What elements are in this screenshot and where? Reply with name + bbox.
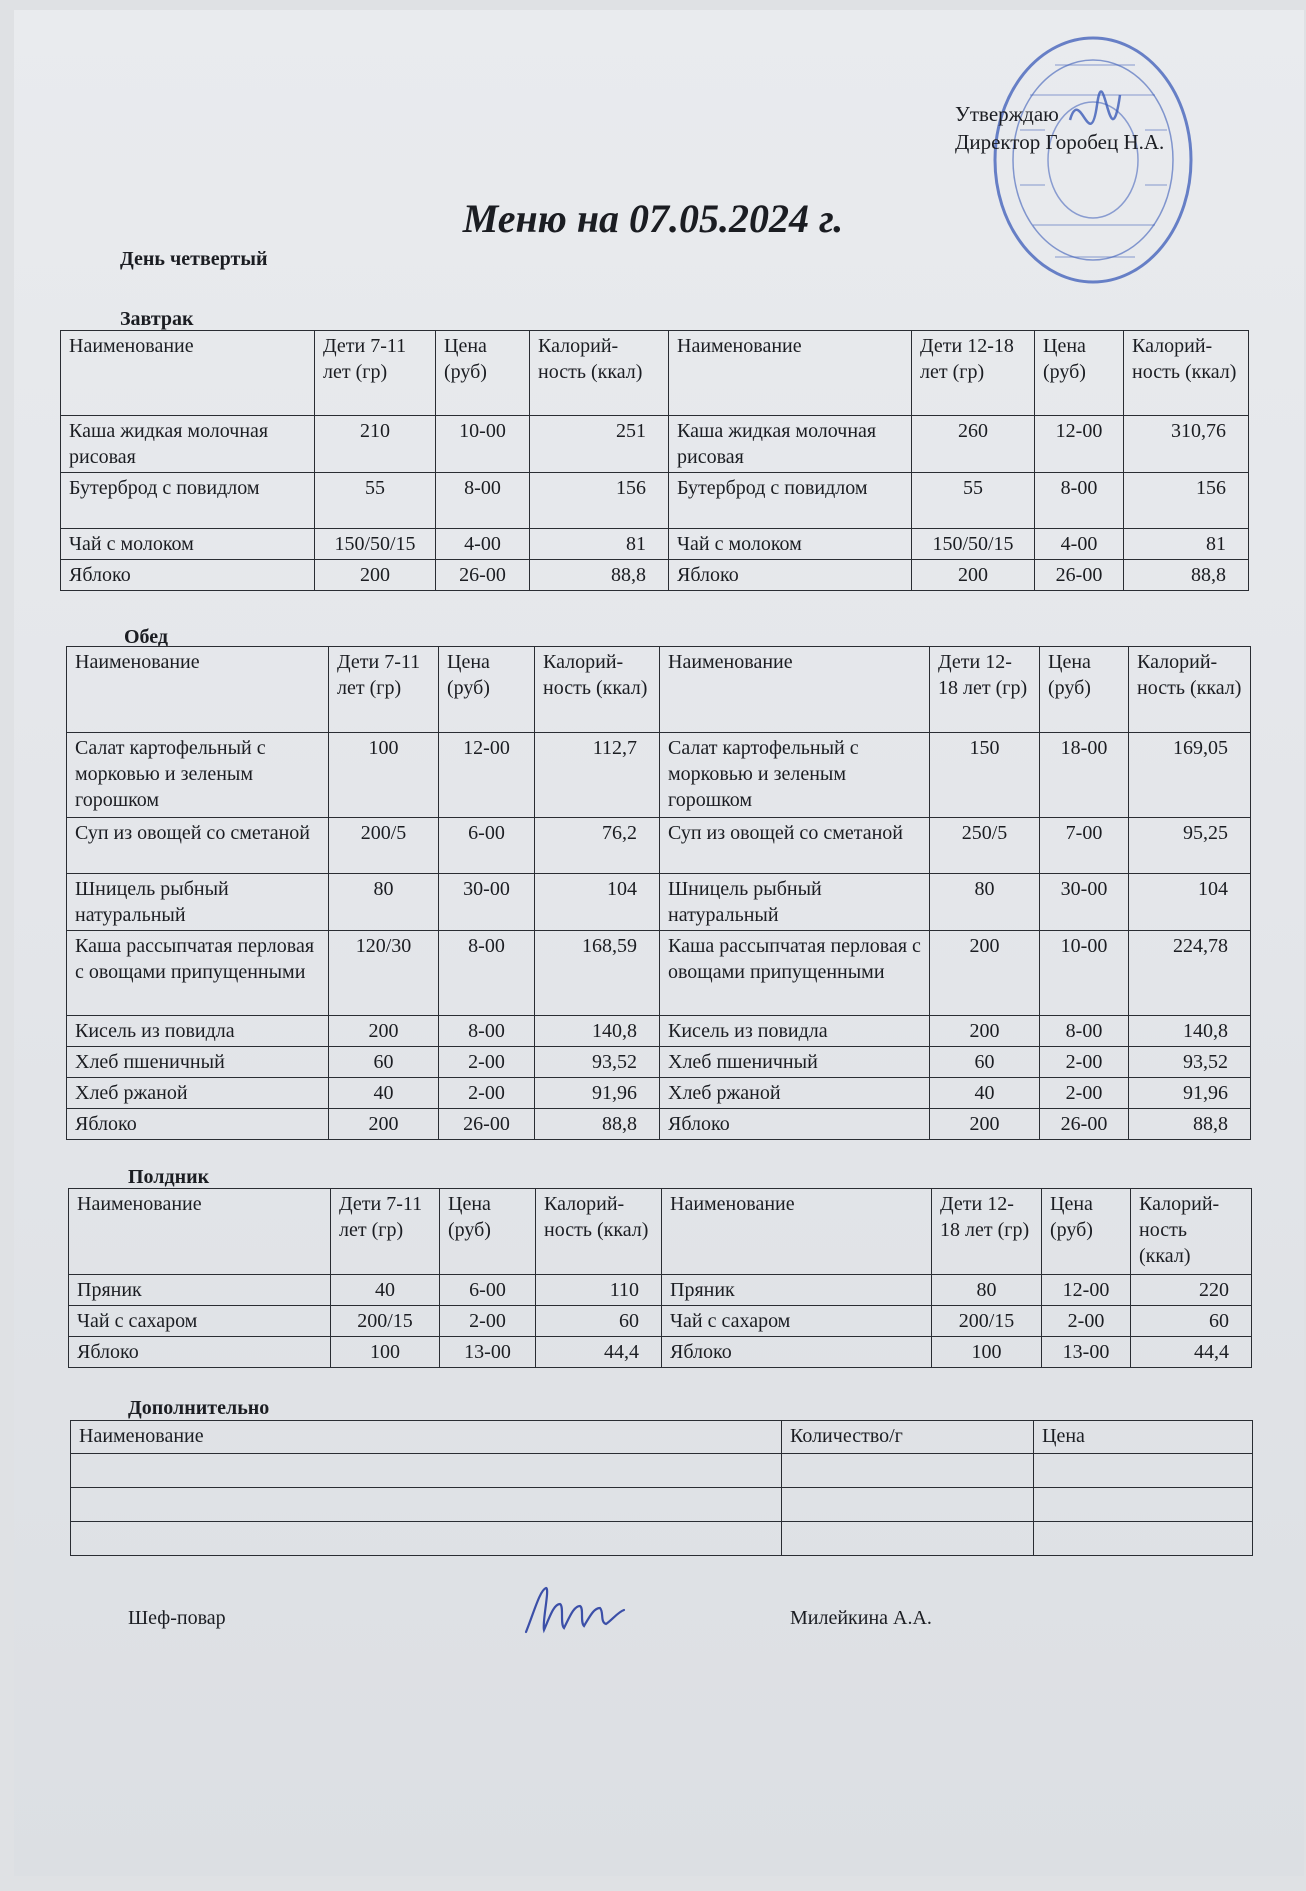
calories-12-18: 140,8 xyxy=(1129,1016,1251,1047)
header-name: Наименование xyxy=(669,331,912,416)
calories-12-18: 224,78 xyxy=(1129,931,1251,1016)
portion-12-18: 200 xyxy=(930,1016,1040,1047)
calories-12-18: 95,25 xyxy=(1129,818,1251,874)
calories-7-11: 93,52 xyxy=(535,1047,660,1078)
calories-7-11: 104 xyxy=(535,874,660,931)
dish-name: Шницель рыбный натуральный xyxy=(67,874,329,931)
calories-12-18: 169,05 xyxy=(1129,733,1251,818)
extra-cell xyxy=(71,1522,782,1556)
calories-12-18: 81 xyxy=(1124,529,1249,560)
dish-name: Каша рассыпчатая перловая с овощами припущенными xyxy=(660,931,930,1016)
price-7-11: 10-00 xyxy=(436,416,530,473)
header-price: Цена (руб) xyxy=(1040,647,1129,733)
portion-7-11: 200 xyxy=(329,1016,439,1047)
footer-person: Милейкина А.А. xyxy=(790,1607,932,1629)
calories-12-18: 93,52 xyxy=(1129,1047,1251,1078)
table-row xyxy=(67,1047,1251,1078)
price-7-11: 26-00 xyxy=(439,1109,535,1140)
price-12-18: 2-00 xyxy=(1040,1078,1129,1109)
table-row xyxy=(61,560,1249,591)
calories-7-11: 81 xyxy=(530,529,669,560)
header-price: Цена (руб) xyxy=(439,647,535,733)
price-7-11: 13-00 xyxy=(440,1337,536,1368)
dish-name: Суп из овощей со сметаной xyxy=(67,818,329,874)
portion-12-18: 250/5 xyxy=(930,818,1040,874)
price-12-18: 26-00 xyxy=(1035,560,1124,591)
header-kids-12-18: Дети 12-18 лет (гр) xyxy=(932,1189,1042,1275)
portion-12-18: 150 xyxy=(930,733,1040,818)
price-12-18: 30-00 xyxy=(1040,874,1129,931)
header-kids-12-18: Дети 12-18 лет (гр) xyxy=(912,331,1035,416)
price-12-18: 8-00 xyxy=(1035,473,1124,529)
price-12-18: 26-00 xyxy=(1040,1109,1129,1140)
price-12-18: 2-00 xyxy=(1042,1306,1131,1337)
breakfast-table xyxy=(60,330,1249,591)
calories-7-11: 76,2 xyxy=(535,818,660,874)
extra-table xyxy=(70,1420,1253,1556)
portion-7-11: 150/50/15 xyxy=(315,529,436,560)
portion-12-18: 150/50/15 xyxy=(912,529,1035,560)
dish-name: Каша рассыпчатая перловая с овощами припущенными xyxy=(67,931,329,1016)
calories-7-11: 88,8 xyxy=(535,1109,660,1140)
portion-12-18: 80 xyxy=(930,874,1040,931)
dish-name: Хлеб ржаной xyxy=(67,1078,329,1109)
header-calories: Калорий-ность (ккал) xyxy=(530,331,669,416)
portion-7-11: 200/15 xyxy=(331,1306,440,1337)
approval-line-2: Директор Горобец Н.А. xyxy=(955,130,1165,154)
portion-7-11: 100 xyxy=(329,733,439,818)
header-name: Наименование xyxy=(660,647,930,733)
portion-12-18: 100 xyxy=(932,1337,1042,1368)
calories-12-18: 88,8 xyxy=(1129,1109,1251,1140)
dish-name: Кисель из повидла xyxy=(67,1016,329,1047)
price-12-18: 10-00 xyxy=(1040,931,1129,1016)
header-name: Наименование xyxy=(69,1189,331,1275)
calories-7-11: 140,8 xyxy=(535,1016,660,1047)
snack-table xyxy=(68,1188,1252,1368)
price-12-18: 12-00 xyxy=(1035,416,1124,473)
portion-12-18: 40 xyxy=(930,1078,1040,1109)
calories-12-18: 44,4 xyxy=(1131,1337,1252,1368)
header-calories: Калорий-ность (ккал) xyxy=(1131,1189,1252,1275)
dish-name: Яблоко xyxy=(669,560,912,591)
dish-name: Пряник xyxy=(662,1275,932,1306)
dish-name: Яблоко xyxy=(61,560,315,591)
portion-7-11: 200 xyxy=(315,560,436,591)
dish-name: Шницель рыбный натуральный xyxy=(660,874,930,931)
calories-7-11: 156 xyxy=(530,473,669,529)
extra-cell xyxy=(782,1488,1034,1522)
price-12-18: 2-00 xyxy=(1040,1047,1129,1078)
table-row xyxy=(67,733,1251,818)
calories-12-18: 91,96 xyxy=(1129,1078,1251,1109)
table-row xyxy=(61,473,1249,529)
dish-name: Яблоко xyxy=(69,1337,331,1368)
header-kids-7-11: Дети 7-11 лет (гр) xyxy=(315,331,436,416)
dish-name: Каша жидкая молочная рисовая xyxy=(669,416,912,473)
price-7-11: 2-00 xyxy=(440,1306,536,1337)
dish-name: Пряник xyxy=(69,1275,331,1306)
dish-name: Чай с молоком xyxy=(669,529,912,560)
dish-name: Чай с сахаром xyxy=(69,1306,331,1337)
extra-cell xyxy=(1034,1454,1253,1488)
dish-name: Каша жидкая молочная рисовая xyxy=(61,416,315,473)
table-row xyxy=(61,529,1249,560)
portion-7-11: 40 xyxy=(331,1275,440,1306)
portion-7-11: 55 xyxy=(315,473,436,529)
extra-cell xyxy=(71,1454,782,1488)
page-title: Меню на 07.05.2024 г. xyxy=(462,196,844,241)
header-kids-7-11: Дети 7-11 лет (гр) xyxy=(331,1189,440,1275)
price-7-11: 30-00 xyxy=(439,874,535,931)
header-name: Наименование xyxy=(662,1189,932,1275)
extra-header-name: Наименование xyxy=(71,1421,782,1454)
price-7-11: 8-00 xyxy=(439,931,535,1016)
lunch-table xyxy=(66,646,1251,1140)
table-row xyxy=(61,416,1249,473)
header-kids-7-11: Дети 7-11 лет (гр) xyxy=(329,647,439,733)
portion-7-11: 120/30 xyxy=(329,931,439,1016)
calories-7-11: 88,8 xyxy=(530,560,669,591)
footer-role: Шеф-повар xyxy=(128,1607,226,1629)
portion-7-11: 210 xyxy=(315,416,436,473)
calories-7-11: 110 xyxy=(536,1275,662,1306)
header-price: Цена (руб) xyxy=(436,331,530,416)
price-12-18: 18-00 xyxy=(1040,733,1129,818)
section-title-snack: Полдник xyxy=(128,1166,210,1188)
calories-7-11: 112,7 xyxy=(535,733,660,818)
price-7-11: 2-00 xyxy=(439,1078,535,1109)
dish-name: Чай с сахаром xyxy=(662,1306,932,1337)
portion-12-18: 260 xyxy=(912,416,1035,473)
dish-name: Бутерброд с повидлом xyxy=(61,473,315,529)
calories-7-11: 60 xyxy=(536,1306,662,1337)
dish-name: Хлеб пшеничный xyxy=(67,1047,329,1078)
calories-7-11: 251 xyxy=(530,416,669,473)
price-12-18: 8-00 xyxy=(1040,1016,1129,1047)
calories-12-18: 104 xyxy=(1129,874,1251,931)
extra-header-qty: Количество/г xyxy=(782,1421,1034,1454)
header-name: Наименование xyxy=(61,331,315,416)
dish-name: Салат картофельный с морковью и зеленым горошком xyxy=(67,733,329,818)
price-7-11: 8-00 xyxy=(436,473,530,529)
header-calories: Калорий-ность (ккал) xyxy=(1129,647,1251,733)
table-row xyxy=(67,1016,1251,1047)
table-row xyxy=(69,1275,1252,1306)
dish-name: Яблоко xyxy=(660,1109,930,1140)
table-row xyxy=(69,1337,1252,1368)
portion-7-11: 200/5 xyxy=(329,818,439,874)
calories-12-18: 220 xyxy=(1131,1275,1252,1306)
approval-line-1: Утверждаю xyxy=(955,102,1059,126)
dish-name: Яблоко xyxy=(67,1109,329,1140)
price-7-11: 12-00 xyxy=(439,733,535,818)
dish-name: Бутерброд с повидлом xyxy=(669,473,912,529)
extra-cell xyxy=(782,1522,1034,1556)
price-7-11: 8-00 xyxy=(439,1016,535,1047)
table-row xyxy=(69,1306,1252,1337)
extra-header-price: Цена xyxy=(1034,1421,1253,1454)
header-price: Цена (руб) xyxy=(1035,331,1124,416)
extra-cell xyxy=(1034,1488,1253,1522)
header-kids-12-18: Дети 12-18 лет (гр) xyxy=(930,647,1040,733)
price-12-18: 7-00 xyxy=(1040,818,1129,874)
section-title-lunch: Обед xyxy=(124,626,169,648)
portion-12-18: 200 xyxy=(912,560,1035,591)
portion-12-18: 200/15 xyxy=(932,1306,1042,1337)
header-calories: Калорий-ность (ккал) xyxy=(1124,331,1249,416)
extra-cell xyxy=(782,1454,1034,1488)
table-row xyxy=(67,931,1251,1016)
calories-12-18: 310,76 xyxy=(1124,416,1249,473)
price-7-11: 2-00 xyxy=(439,1047,535,1078)
price-7-11: 6-00 xyxy=(439,818,535,874)
dish-name: Салат картофельный с морковью и зеленым горошком xyxy=(660,733,930,818)
price-12-18: 13-00 xyxy=(1042,1337,1131,1368)
section-title-extra: Дополнительно xyxy=(128,1397,270,1419)
calories-12-18: 156 xyxy=(1124,473,1249,529)
portion-12-18: 60 xyxy=(930,1047,1040,1078)
price-7-11: 4-00 xyxy=(436,529,530,560)
extra-cell xyxy=(1034,1522,1253,1556)
extra-cell xyxy=(71,1488,782,1522)
portion-7-11: 80 xyxy=(329,874,439,931)
dish-name: Хлеб пшеничный xyxy=(660,1047,930,1078)
dish-name: Яблоко xyxy=(662,1337,932,1368)
section-title-breakfast: Завтрак xyxy=(120,308,194,330)
table-row xyxy=(67,874,1251,931)
price-7-11: 6-00 xyxy=(440,1275,536,1306)
calories-7-11: 168,59 xyxy=(535,931,660,1016)
header-name: Наименование xyxy=(67,647,329,733)
calories-12-18: 88,8 xyxy=(1124,560,1249,591)
price-12-18: 4-00 xyxy=(1035,529,1124,560)
portion-12-18: 55 xyxy=(912,473,1035,529)
dish-name: Кисель из повидла xyxy=(660,1016,930,1047)
dish-name: Хлеб ржаной xyxy=(660,1078,930,1109)
portion-12-18: 200 xyxy=(930,1109,1040,1140)
portion-7-11: 200 xyxy=(329,1109,439,1140)
portion-7-11: 100 xyxy=(331,1337,440,1368)
price-12-18: 12-00 xyxy=(1042,1275,1131,1306)
dish-name: Чай с молоком xyxy=(61,529,315,560)
calories-12-18: 60 xyxy=(1131,1306,1252,1337)
header-price: Цена (руб) xyxy=(440,1189,536,1275)
header-calories: Калорий-ность (ккал) xyxy=(536,1189,662,1275)
table-row xyxy=(67,1109,1251,1140)
dish-name: Суп из овощей со сметаной xyxy=(660,818,930,874)
portion-7-11: 40 xyxy=(329,1078,439,1109)
price-7-11: 26-00 xyxy=(436,560,530,591)
calories-7-11: 44,4 xyxy=(536,1337,662,1368)
portion-12-18: 80 xyxy=(932,1275,1042,1306)
header-price: Цена (руб) xyxy=(1042,1189,1131,1275)
approval-block xyxy=(955,100,1164,156)
header-calories: Калорий-ность (ккал) xyxy=(535,647,660,733)
calories-7-11: 91,96 xyxy=(535,1078,660,1109)
table-row xyxy=(67,1078,1251,1109)
stamp-seal-icon xyxy=(985,25,1200,295)
signature-icon xyxy=(520,1582,630,1640)
portion-7-11: 60 xyxy=(329,1047,439,1078)
table-row xyxy=(67,818,1251,874)
portion-12-18: 200 xyxy=(930,931,1040,1016)
day-label: День четвертый xyxy=(120,248,268,270)
